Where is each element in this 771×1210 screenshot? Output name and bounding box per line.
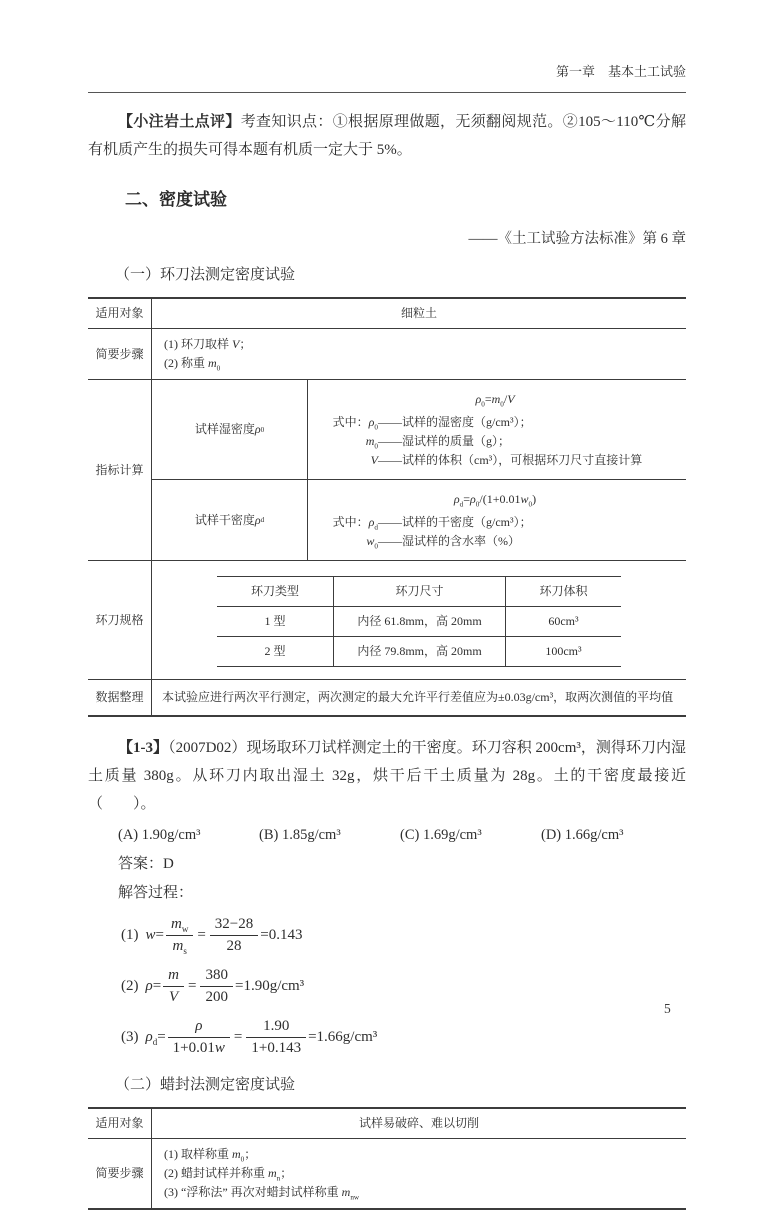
fraction-numerator: 32−28 bbox=[210, 916, 258, 936]
where-line bbox=[314, 413, 676, 432]
section-title: 二、密度试验 bbox=[125, 190, 227, 209]
step-line: (2) 称重 $m_0$ bbox=[164, 356, 221, 373]
quantity-detail bbox=[308, 380, 686, 479]
spec-data-row bbox=[217, 607, 621, 637]
row-label: 指标计算 bbox=[88, 380, 152, 560]
chapter-header-title: 第一章 基本土工试验 bbox=[555, 64, 686, 79]
where-description: ——试样的体积（cm³），可根据环刀尺寸直接计算 bbox=[378, 453, 643, 467]
spec-header-cell: 环刀类型 bbox=[250, 584, 299, 598]
answer-options-row bbox=[88, 823, 686, 847]
formula-result: =1.66g/cm³ bbox=[308, 1028, 378, 1045]
spec-data-row bbox=[217, 637, 621, 667]
fraction-numerator: 1.90 bbox=[246, 1018, 306, 1038]
where-symbol: V bbox=[370, 453, 378, 467]
equals-sign: = bbox=[233, 1028, 243, 1045]
formula-result: =0.143 bbox=[260, 926, 303, 943]
row-label: 适用对象 bbox=[88, 299, 152, 328]
where-description: ——湿试样的含水率（%） bbox=[378, 534, 520, 548]
formula-lhs: w= bbox=[145, 926, 164, 943]
formula-result: =1.90g/cm³ bbox=[234, 977, 305, 994]
step-number: (1) bbox=[121, 926, 139, 943]
option-b: (B) 1.85g/cm³ bbox=[259, 827, 341, 843]
where-line bbox=[314, 432, 676, 451]
problem-tag: 【1-3】 bbox=[118, 740, 169, 756]
problem-text: （2007D02）现场取环刀试样测定土的干密度。环刀容积 200cm³，测得环刀内湿土质量 380g。从环刀内取出湿土 32g，烘干后干土质量为 28g。土的干密度最接近（ ）。 bbox=[88, 740, 686, 812]
fraction-denominator: 1+0.01w bbox=[172, 1039, 225, 1056]
table-row-ring-knife-spec bbox=[88, 560, 686, 679]
fraction bbox=[168, 1018, 230, 1057]
fraction-denominator: $m_s$ bbox=[172, 937, 187, 956]
fraction-numerator: 380 bbox=[200, 967, 233, 987]
formula-lhs: ρ= bbox=[145, 977, 162, 994]
where-symbol: $w_0$ bbox=[366, 534, 378, 551]
option-a: (A) 1.90g/cm³ bbox=[118, 827, 201, 843]
table-row-applicable bbox=[88, 1109, 686, 1138]
page-header bbox=[88, 62, 686, 93]
formula: $\rho_0=m_0/V$ bbox=[475, 392, 515, 409]
formula: $\rho_d=\rho_0/(1+0.01w_0)$ bbox=[453, 492, 537, 509]
fraction bbox=[246, 1018, 306, 1057]
row-value: 试样易破碎、难以切削 bbox=[358, 1116, 479, 1130]
spec-cell: 100cm³ bbox=[545, 644, 582, 658]
fraction-denominator: 28 bbox=[226, 937, 242, 954]
solution-step-3 bbox=[88, 1016, 686, 1058]
where-line bbox=[314, 532, 676, 551]
page-number: 5 bbox=[664, 1001, 671, 1016]
option-c: (C) 1.69g/cm³ bbox=[400, 827, 482, 843]
step-line: (1) 环刀取样 V； bbox=[164, 337, 252, 351]
dry-density-subrow bbox=[152, 479, 686, 560]
spec-cell: 内径 79.8mm，高 20mm bbox=[333, 637, 506, 666]
fraction-numerator: $m_w$ bbox=[166, 916, 193, 936]
row-value: 细粒土 bbox=[400, 306, 437, 320]
option-d: (D) 1.66g/cm³ bbox=[541, 827, 624, 843]
step-line: (1) 取样称重 $m_0$； bbox=[164, 1147, 257, 1164]
step-line: (3) “浮称法” 再次对蜡封试样称重 $m_{nw}$ bbox=[164, 1185, 360, 1202]
row-label: 简要步骤 bbox=[88, 329, 152, 379]
comment-tag: 【小注岩土点评】 bbox=[118, 114, 241, 130]
fraction-denominator: V bbox=[169, 988, 179, 1005]
quantity-name: 试样湿密度 ρ 0 bbox=[152, 380, 308, 479]
where-symbol: 式中：$\rho_d$ bbox=[332, 515, 378, 532]
where-symbol: 式中：$\rho_0$ bbox=[332, 415, 378, 432]
ring-knife-spec-inner-table bbox=[217, 576, 621, 667]
answer-line: 答案：D bbox=[118, 856, 174, 872]
spec-header-row bbox=[217, 576, 621, 607]
step-number: (3) bbox=[121, 1028, 139, 1045]
row-value bbox=[152, 380, 686, 560]
table-row-applicable bbox=[88, 299, 686, 328]
solution-step-1 bbox=[88, 914, 686, 956]
spec-header-cell: 环刀体积 bbox=[539, 584, 588, 598]
spec-cell: 1 型 bbox=[264, 614, 286, 628]
comment-text: 考查知识点：①根据原理做题，无须翻阅规范。②105～110℃分解有机质产生的损失可得本题有机质一定大于 5%。 bbox=[88, 114, 686, 158]
fraction bbox=[200, 967, 233, 1006]
section-source-reference: ——《土工试验方法标准》第 6 章 bbox=[468, 231, 686, 247]
row-value bbox=[152, 561, 686, 679]
spec-cell: 内径 61.8mm，高 20mm bbox=[333, 607, 506, 636]
fraction-numerator: ρ bbox=[168, 1018, 230, 1038]
where-description: ——湿试样的质量（g）； bbox=[378, 434, 511, 448]
row-label: 环刀规格 bbox=[88, 561, 152, 679]
fraction-denominator: 200 bbox=[205, 988, 228, 1005]
fraction-numerator: m bbox=[163, 967, 184, 987]
table-row-data-processing bbox=[88, 679, 686, 715]
where-line bbox=[314, 513, 676, 532]
solution-step-2 bbox=[88, 965, 686, 1007]
quantity-detail bbox=[308, 480, 686, 560]
row-label: 数据整理 bbox=[88, 680, 152, 715]
table-row-steps bbox=[88, 328, 686, 379]
quantity-name: 试样干密度 ρ d bbox=[152, 480, 308, 560]
ring-knife-method-table bbox=[88, 297, 686, 717]
comment-paragraph bbox=[88, 108, 686, 164]
row-value: 本试验应进行两次平行测定，两次测定的最大允许平行差值应为±0.03g/cm³，取两次测值的平均值 bbox=[162, 690, 674, 704]
solution-process-label: 解答过程： bbox=[118, 885, 194, 901]
spec-header-cell: 环刀尺寸 bbox=[333, 577, 506, 606]
fraction bbox=[163, 967, 184, 1006]
spec-cell: 60cm³ bbox=[548, 614, 579, 628]
where-symbol: $m_0$ bbox=[365, 434, 378, 451]
fraction bbox=[210, 916, 258, 955]
wet-density-subrow bbox=[152, 380, 686, 479]
subsection-1-heading: （一）环刀法测定密度试验 bbox=[115, 267, 296, 283]
row-label: 简要步骤 bbox=[88, 1139, 152, 1208]
problem-paragraph bbox=[88, 734, 686, 818]
wax-sealing-method-table bbox=[88, 1107, 686, 1210]
where-description: ——试样的干密度（g/cm³）； bbox=[378, 515, 532, 529]
step-line: (2) 蜡封试样并称重 $m_n$； bbox=[164, 1166, 293, 1183]
row-value bbox=[152, 1139, 686, 1208]
fraction bbox=[166, 916, 193, 955]
subsection-2-heading: （二）蜡封法测定密度试验 bbox=[115, 1077, 296, 1093]
table-row-index-calculation bbox=[88, 379, 686, 560]
spec-cell: 2 型 bbox=[264, 644, 286, 658]
row-label: 适用对象 bbox=[88, 1109, 152, 1138]
equals-sign: = bbox=[188, 977, 197, 994]
fraction-denominator: 1+0.143 bbox=[251, 1039, 302, 1056]
where-line bbox=[314, 451, 676, 470]
row-value bbox=[152, 329, 686, 379]
table-row-steps bbox=[88, 1138, 686, 1208]
equals-sign: = bbox=[197, 926, 206, 943]
where-description: ——试样的湿密度（g/cm³）； bbox=[378, 415, 532, 429]
step-number: (2) bbox=[121, 977, 139, 994]
formula-lhs: $\rho_d=$ bbox=[145, 1028, 166, 1047]
